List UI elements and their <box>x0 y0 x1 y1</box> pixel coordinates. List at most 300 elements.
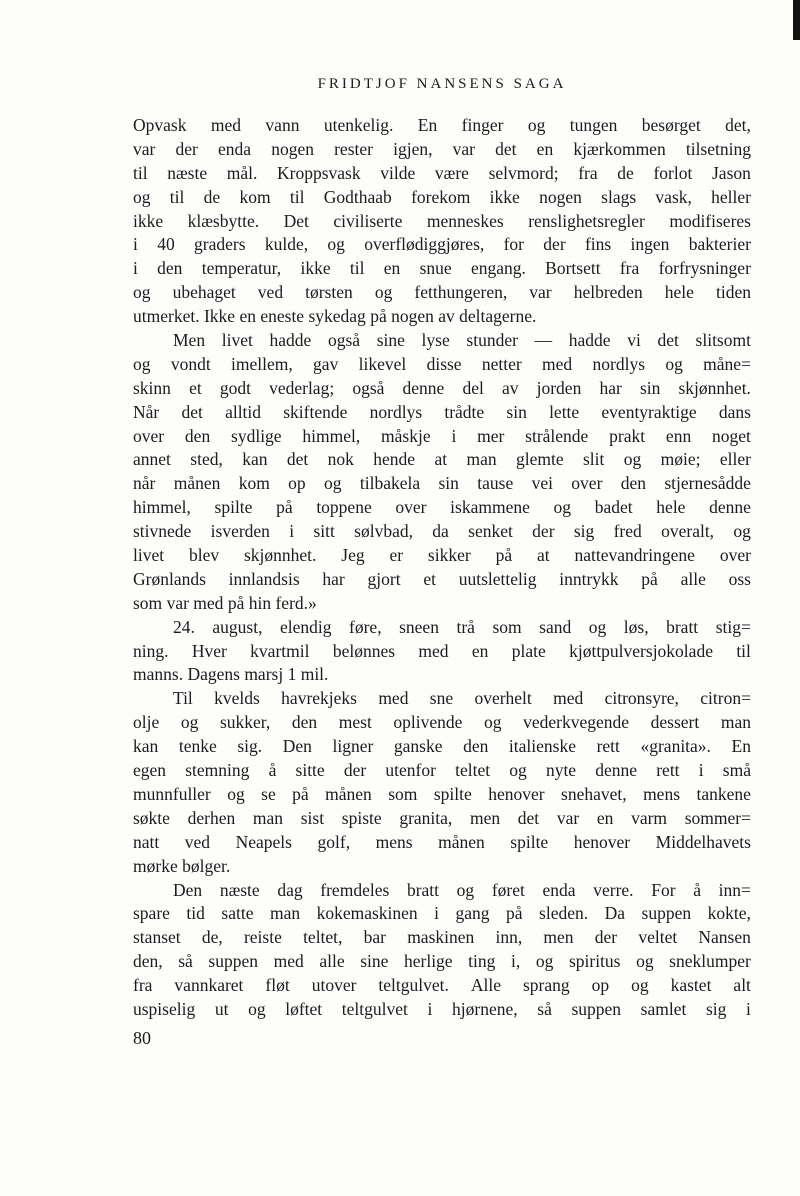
word: også <box>352 377 385 398</box>
word: en <box>383 258 401 279</box>
word: i <box>434 903 440 924</box>
word: overhelt <box>474 688 532 709</box>
word: der <box>543 234 566 255</box>
text-line <box>133 735 751 759</box>
word: hadde <box>568 330 611 351</box>
text-line <box>133 855 751 879</box>
word: over <box>571 473 603 494</box>
word: man <box>720 712 751 733</box>
word: stjernesådde <box>664 473 751 494</box>
word: spiritus <box>568 951 621 972</box>
word: det <box>517 807 540 828</box>
word: Til <box>173 688 193 709</box>
word: trå <box>456 616 475 637</box>
word: på <box>506 903 523 924</box>
word: der <box>343 760 367 781</box>
word: over <box>719 545 751 566</box>
text-line <box>133 401 751 425</box>
word: bar <box>363 927 386 948</box>
word: Nansen <box>698 927 751 948</box>
word: sprang <box>523 975 570 996</box>
word: henover <box>488 783 545 804</box>
word: verre. <box>593 879 634 900</box>
word: op <box>288 473 306 494</box>
text-line <box>133 950 751 974</box>
word: vask, <box>655 186 692 207</box>
word: nattevandringene <box>574 545 695 566</box>
word: denne <box>709 497 751 518</box>
word: uutslettelig <box>458 568 537 589</box>
word: er <box>389 545 404 566</box>
word: inn, <box>495 927 523 948</box>
word: skinn <box>133 377 171 398</box>
word: at <box>434 449 448 470</box>
word: til <box>736 640 751 661</box>
word: løftet <box>285 998 323 1019</box>
word: og <box>553 497 572 518</box>
word: kom <box>238 473 270 494</box>
word: likevel <box>358 353 407 374</box>
word: denne <box>595 760 638 781</box>
word: i, <box>511 951 521 972</box>
word: som <box>492 616 522 637</box>
word: fins <box>584 234 612 255</box>
word: august, <box>212 616 263 637</box>
word: enda <box>542 879 576 900</box>
word: engang. <box>470 258 526 279</box>
word: Neapels <box>235 831 292 852</box>
word: overalt, <box>661 521 715 542</box>
word: — <box>534 330 553 351</box>
word: kastet <box>670 975 712 996</box>
word: men <box>543 927 574 948</box>
text-line <box>133 472 751 496</box>
word: ikke <box>133 210 164 231</box>
word: suppen <box>208 951 258 972</box>
word: alle <box>680 568 706 589</box>
word: over <box>395 497 427 518</box>
word: et <box>189 377 202 398</box>
word: den, <box>133 951 163 972</box>
word: på <box>276 497 293 518</box>
word: det <box>286 449 309 470</box>
word: i <box>133 258 138 279</box>
word: Jeg <box>341 545 365 566</box>
word: Middelhavets <box>655 831 751 852</box>
text-line <box>133 138 751 162</box>
word: deltagerne. <box>454 306 537 327</box>
word: også <box>327 330 361 351</box>
body-text <box>133 114 751 1022</box>
word: del <box>462 377 484 398</box>
word: gav <box>313 353 339 374</box>
word: og <box>327 234 345 255</box>
text-line <box>133 926 751 950</box>
word: kom <box>239 186 271 207</box>
word: i <box>427 998 433 1019</box>
word: op <box>591 975 610 996</box>
word: sneklumper <box>669 951 751 972</box>
word: jorden <box>536 377 582 398</box>
word: med <box>273 951 304 972</box>
word: sand <box>539 616 572 637</box>
word: stanset <box>133 927 181 948</box>
word: En <box>731 736 751 757</box>
word: olje <box>133 712 160 733</box>
word: senket <box>468 521 513 542</box>
word: vederkvegende <box>523 712 630 733</box>
word: Ikke <box>199 306 236 327</box>
word: man <box>269 903 301 924</box>
word: sneen <box>399 616 439 637</box>
word: i <box>698 760 704 781</box>
text-line <box>133 162 751 186</box>
word: kvelds <box>214 688 260 709</box>
word: civiliserte <box>333 210 403 231</box>
word: 1 <box>283 664 297 685</box>
word: mest <box>338 712 372 733</box>
word: og <box>588 616 607 637</box>
word: suppen <box>641 903 692 924</box>
word: lette <box>549 401 580 422</box>
word: og <box>623 449 642 470</box>
word: innlandsis <box>228 568 300 589</box>
word: fremdeles <box>320 879 390 900</box>
word: og <box>133 282 151 303</box>
word: sig <box>705 998 727 1019</box>
text-line <box>133 520 751 544</box>
word: skjønnhet. <box>678 377 751 398</box>
word: rett <box>656 760 680 781</box>
word: alt <box>733 975 751 996</box>
word: tilsetning <box>685 138 751 159</box>
word: selvmord; <box>488 162 559 183</box>
word: enn <box>665 425 692 446</box>
word: å <box>693 879 701 900</box>
word: og <box>180 712 199 733</box>
word: hjørnene, <box>452 998 518 1019</box>
word: dag <box>277 879 303 900</box>
word: til <box>349 258 365 279</box>
word: nok <box>327 449 354 470</box>
word: mål. <box>226 162 258 183</box>
word: vann <box>265 115 300 135</box>
word: eneste <box>255 306 305 327</box>
word: hende <box>373 449 416 470</box>
word: Den <box>173 879 203 900</box>
word: belønnes <box>332 640 396 661</box>
text-line <box>133 592 751 616</box>
word: på <box>223 592 245 613</box>
word: sykedag <box>304 306 366 327</box>
word: isverden <box>210 521 270 542</box>
word: skjønnhet. <box>243 545 317 566</box>
word: med <box>188 592 224 613</box>
word: hele <box>656 497 686 518</box>
word: fra <box>619 258 640 279</box>
word: Men <box>173 330 206 351</box>
word: i <box>451 425 457 446</box>
word: ved <box>257 282 284 303</box>
page-edge-mark <box>793 0 800 40</box>
word: ved <box>184 831 211 852</box>
word: Opvask <box>133 115 187 135</box>
word: nogen <box>386 306 434 327</box>
word: den <box>620 473 647 494</box>
word: på <box>641 568 658 589</box>
word: dessert <box>650 712 700 733</box>
word: næste <box>167 162 208 183</box>
word: gang <box>455 903 490 924</box>
word: bratt <box>666 616 699 637</box>
text-line <box>133 783 751 807</box>
word: oplivende <box>393 712 463 733</box>
word: derhen <box>187 807 236 828</box>
word: utmerket. <box>133 306 200 327</box>
text-line <box>133 210 751 234</box>
word: utover <box>311 975 357 996</box>
word: stivnede <box>133 521 192 542</box>
word: kokemaskinen <box>316 903 418 924</box>
word: så <box>537 998 552 1019</box>
word: de <box>203 186 221 207</box>
word: sine <box>360 951 389 972</box>
text-line <box>133 711 751 735</box>
word: og <box>133 353 151 374</box>
word: teltet <box>455 760 491 781</box>
word: når <box>133 473 156 494</box>
word: av <box>501 377 519 398</box>
text-line <box>133 257 751 281</box>
word: stemning <box>185 760 250 781</box>
word: slitsomt <box>695 330 751 351</box>
word: elendig <box>279 616 332 637</box>
word: utenfor <box>385 760 436 781</box>
word: reiste <box>243 927 282 948</box>
word: man <box>466 449 497 470</box>
word: godt <box>219 377 251 398</box>
word: helbreden <box>573 282 643 303</box>
running-title: FRIDTJOF NANSENS SAGA <box>317 76 567 92</box>
word: trådte <box>444 401 485 422</box>
word: prakt <box>609 425 646 446</box>
word: føret <box>491 879 525 900</box>
text-line <box>133 807 751 831</box>
word: føre, <box>349 616 382 637</box>
word: ikke <box>489 186 520 207</box>
word: besørget <box>641 115 701 135</box>
word: denne <box>402 377 445 398</box>
text-line <box>133 305 751 329</box>
word: kvartmil <box>250 640 310 661</box>
word: Den <box>282 736 312 757</box>
word: og <box>665 353 683 374</box>
word: teltet, <box>303 927 343 948</box>
word: netter <box>481 353 522 374</box>
word: klæsbytte. <box>187 210 260 231</box>
word: plate <box>511 640 546 661</box>
word: fra <box>578 162 598 183</box>
word: i <box>133 234 138 255</box>
text-line <box>133 640 751 664</box>
word: ting <box>468 951 496 972</box>
text-line <box>133 377 751 401</box>
text-line <box>133 568 751 592</box>
word: en <box>235 306 256 327</box>
word: vederlag; <box>269 377 335 398</box>
word: bakterier <box>688 234 751 255</box>
word: ingen <box>630 234 670 255</box>
text-line <box>133 902 751 926</box>
word: og <box>374 282 393 303</box>
word: ferd.» <box>271 592 317 613</box>
word: sine <box>376 330 405 351</box>
word: spare <box>133 903 170 924</box>
word: månen <box>438 831 485 852</box>
word: og <box>248 998 266 1019</box>
word: italienske <box>508 736 576 757</box>
word: vi <box>627 330 641 351</box>
word: måne= <box>703 353 751 374</box>
word: bølger. <box>177 855 231 876</box>
word: eller <box>719 449 751 470</box>
word: golf, <box>317 831 351 852</box>
text-line <box>133 353 751 377</box>
word: fred <box>613 521 642 542</box>
word: av <box>433 306 455 327</box>
word: kan <box>242 449 268 470</box>
word: med <box>210 115 242 135</box>
word: spilte <box>433 783 472 804</box>
word: var <box>556 807 580 828</box>
word: snehavet, <box>561 783 627 804</box>
word: tørsten <box>305 282 353 303</box>
word: henover <box>573 831 631 852</box>
word: forlot <box>653 162 693 183</box>
text-line <box>133 687 751 711</box>
word: sikker <box>427 545 471 566</box>
word: For <box>651 879 676 900</box>
word: en <box>536 138 554 159</box>
word: kulde, <box>264 234 309 255</box>
word: Grønlands <box>133 568 206 589</box>
word: vannkaret <box>174 975 244 996</box>
word: alle <box>319 951 345 972</box>
word: munnfuller <box>133 783 211 804</box>
word: glemte <box>515 449 564 470</box>
word: ganske <box>393 736 443 757</box>
word: Hver <box>191 640 227 661</box>
word: tiden <box>715 282 751 303</box>
word: være <box>434 162 469 183</box>
word: menneskes <box>426 210 504 231</box>
word: den <box>157 258 183 279</box>
word: og <box>535 951 554 972</box>
text-line <box>133 496 751 520</box>
word: og <box>509 760 527 781</box>
word: kokte, <box>707 903 751 924</box>
word: og <box>133 186 151 207</box>
word: suppen <box>571 998 622 1019</box>
word: søkte <box>133 807 170 828</box>
word: i <box>746 998 751 1019</box>
word: å <box>268 760 277 781</box>
word: varm <box>631 807 668 828</box>
text-line <box>133 281 751 305</box>
word: finger <box>461 115 504 135</box>
text-line <box>133 329 751 353</box>
word: de <box>617 162 634 183</box>
word: sydlige <box>231 425 282 446</box>
word: tilbakela <box>359 473 421 494</box>
word: at <box>536 545 550 566</box>
word: livet <box>221 330 253 351</box>
word: sig <box>573 521 595 542</box>
word: igjen, <box>393 138 433 159</box>
word: det <box>495 138 517 159</box>
word: satte <box>221 903 254 924</box>
word: sukker, <box>219 712 271 733</box>
word: mens <box>375 831 413 852</box>
word: alltid <box>225 401 262 422</box>
word: mer <box>477 425 505 446</box>
word: forfrysninger <box>658 258 751 279</box>
word: Da <box>604 903 626 924</box>
word: det <box>181 401 203 422</box>
word: vei <box>531 473 553 494</box>
word: himmel, <box>302 425 361 446</box>
word: egen <box>133 760 167 781</box>
word: og <box>733 521 751 542</box>
word: sommer= <box>684 807 751 828</box>
page-number: 80 <box>133 1028 151 1048</box>
word: over <box>133 425 165 446</box>
word: sølvbad, <box>354 521 413 542</box>
word: og <box>227 783 245 804</box>
word: rester <box>334 138 373 159</box>
word: så <box>178 951 193 972</box>
word: citronsyre, <box>604 688 679 709</box>
word: det <box>657 330 679 351</box>
word: der <box>175 138 198 159</box>
word: tungen <box>569 115 618 135</box>
word: ning. <box>133 640 169 661</box>
word: den <box>291 712 318 733</box>
word: vondt <box>170 353 211 374</box>
word: kjærkommen <box>573 138 666 159</box>
word: inntrykk <box>559 568 619 589</box>
word: manns. <box>133 664 184 685</box>
word: de, <box>201 927 223 948</box>
word: det, <box>725 115 751 135</box>
word: noget <box>712 425 751 446</box>
word: slags <box>601 186 637 207</box>
word: slit <box>582 449 605 470</box>
word: stunder <box>466 330 518 351</box>
text-line <box>133 879 751 903</box>
word: imellem, <box>231 353 293 374</box>
word: lyse <box>421 330 450 351</box>
word: månen <box>173 473 221 494</box>
text-line <box>133 425 751 449</box>
word: Når <box>133 401 160 422</box>
word: modifiseres <box>669 210 751 231</box>
word: var <box>529 282 552 303</box>
word: og <box>324 473 342 494</box>
word: kjøttpulversjokolade <box>569 640 713 661</box>
word: med <box>378 688 409 709</box>
word: fra <box>133 975 153 996</box>
